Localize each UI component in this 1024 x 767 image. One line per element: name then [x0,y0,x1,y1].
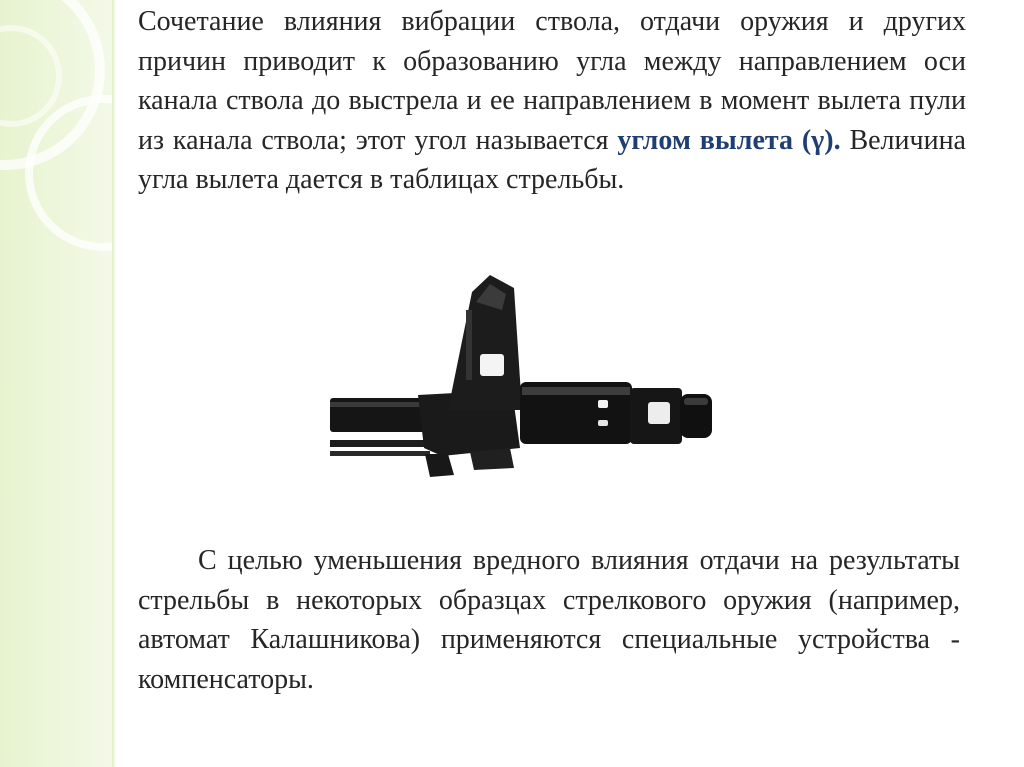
rifle-barrel-photo [330,250,786,533]
paragraph-angle-of-departure [138,2,966,200]
term-angle-of-departure: углом вылета (γ). [617,124,841,156]
decorative-side-band [0,0,112,767]
paragraph-1-text-before: Сочетание влияния вибрации ствола, отдачи оружия и других причин приводит к образованию угла между направлением оси канала ствола до выстрела и ее направлением в момент вылета пули из канала ствола; этот угол называется [138,6,966,156]
paragraph-compensators: С целью уменьшения вредного влияния отдачи на результаты стрельбы в некоторых образцах стрелкового оружия (например, автомат Калашникова) применяются специальные устройства - компенсаторы. [138,545,960,695]
rifle-barrel-illustration [330,250,786,533]
band-edge [112,0,116,767]
paragraph-1-text-after: Величина угла вылета дается в таблицах стрельбы. [138,124,966,195]
